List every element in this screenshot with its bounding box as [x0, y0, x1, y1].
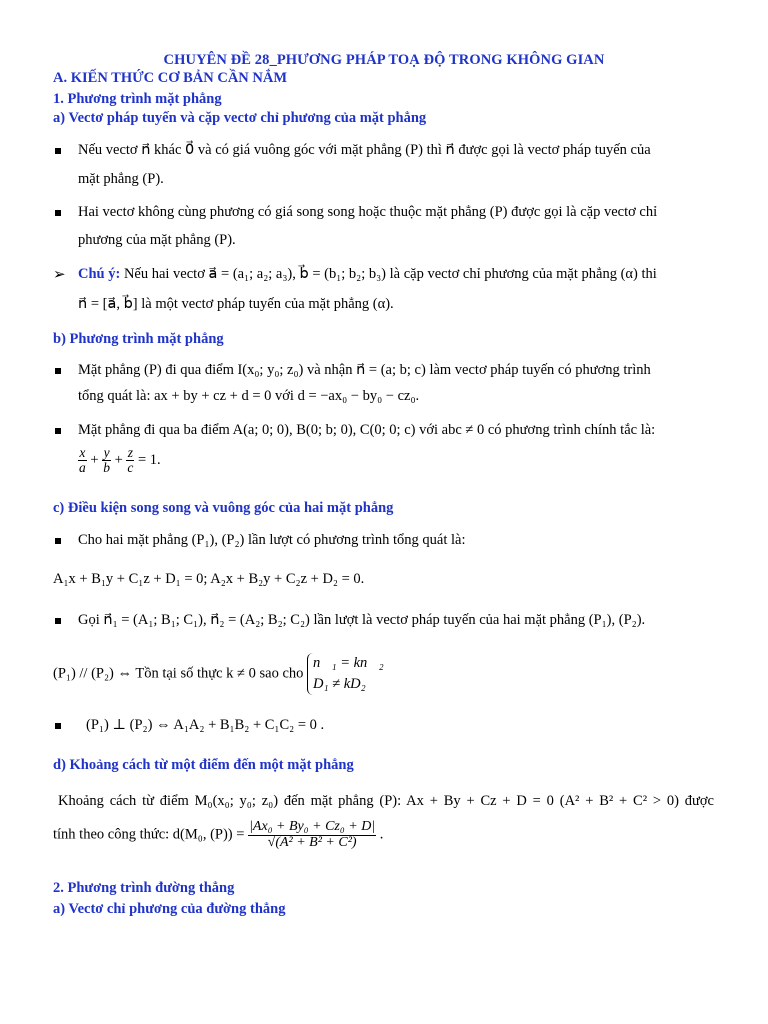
- arrow-bullet-icon: ➢: [53, 267, 66, 283]
- section-a-heading: A. KIẾN THỨC CƠ BẢN CẦN NẮM: [53, 70, 288, 86]
- bullet-marker: [55, 210, 61, 216]
- paragraph-line: Mặt phẳng đi qua ba điểm A(a; 0; 0), B(0; b; 0), C(0; 0; c) với abc ≠ 0 có phương trình chính tắc là:: [78, 422, 656, 438]
- paragraph-line: tổng quát là: ax + by + cz + d = 0 với d = −ax₀ − by₀ − cz₀.: [78, 388, 420, 404]
- paragraph-line: n⃗ = [a⃗, b⃗] là một vectơ pháp tuyến của mặt phẳng (α).: [78, 296, 394, 312]
- paragraph-line: Mặt phẳng (P) đi qua điểm I(x₀; y₀; z₀) và nhận n⃗ = (a; b; c) làm vectơ pháp tuyến có phương trình: [78, 362, 651, 378]
- subsection-2a-heading: a) Vectơ chỉ phương của đường thẳng: [53, 901, 286, 917]
- bullet-marker: [55, 723, 61, 729]
- parallel-system: n⃗₁ = kn⃗₂ D₁ ≠ kD₂: [307, 653, 384, 695]
- distance-formula: tính theo công thức: d(M₀, (P)) = $\frac{\text{|Ax₀ + By₀ + Cz₀ + D|}}{\text{√(A² + B² + C²)}}$ .: [53, 819, 384, 850]
- subsection-1b-heading: b) Phương trình mặt phẳng: [53, 331, 224, 347]
- bullet-marker: [55, 428, 61, 434]
- bullet-marker: [55, 368, 61, 374]
- perpendicular-condition: (P₁) ⊥ (P₂) ⇔ A₁A₂ + B₁B₂ + C₁C₂ = 0 .: [86, 717, 325, 733]
- paragraph-line: Hai vectơ không cùng phương có giá song song hoặc thuộc mặt phẳng (P) được gọi là cặp vectơ chỉ: [78, 204, 658, 220]
- paragraph-line: Gọi n⃗₁ = (A₁; B₁; C₁), n⃗₂ = (A₂; B₂; C₂) lần lượt là vectơ pháp tuyến của hai mặt phẳng (P₁), (P₂).: [78, 612, 646, 628]
- fraction-z-over-c: $\frac{z}{c}$: [127, 445, 134, 476]
- note-label: Chú ý:: [78, 266, 121, 282]
- distance-line: Khoảng cách từ điểm M₀(x₀; y₀; z₀) đến mặt phẳng (P): Ax + By + Cz + D = 0 (A² + B² + C² > 0) được: [58, 793, 714, 809]
- note-text: Nếu hai vectơ a⃗ = (a₁; a₂; a₃), b⃗ = (b₁; b₂; b₃) là cặp vectơ chỉ phương của mặt phẳng (α) thi: [123, 266, 657, 282]
- subsection-1a-heading: a) Vectơ pháp tuyến và cặp vectơ chỉ phương của mặt phẳng: [53, 110, 427, 126]
- paragraph-line: mặt phẳng (P).: [78, 171, 164, 187]
- subsection-1c-heading: c) Điều kiện song song và vuông góc của hai mặt phẳng: [53, 500, 394, 516]
- paragraph-line: phương của mặt phẳng (P).: [78, 232, 236, 248]
- bullet-marker: [55, 538, 61, 544]
- general-equations: A₁x + B₁y + C₁z + D₁ = 0; A₂x + B₂y + C₂z + D₂ = 0.: [53, 571, 365, 587]
- paragraph-line: Nếu vectơ n⃗ khác 0⃗ và có giá vuông góc với mặt phẳng (P) thì n⃗ được gọi là vectơ pháp tuyến của: [78, 142, 651, 158]
- subsection-1-heading: 1. Phương trình mặt phẳng: [53, 91, 222, 107]
- subsection-2-heading: 2. Phương trình đường thẳng: [53, 880, 235, 896]
- subsection-1d-heading: d) Khoảng cách từ một điểm đến một mặt phẳng: [53, 757, 354, 773]
- bullet-marker: [55, 618, 61, 624]
- bullet-marker: [55, 148, 61, 154]
- paragraph-line: Cho hai mặt phẳng (P₁), (P₂) lần lượt có phương trình tổng quát là:: [78, 532, 466, 548]
- document-title: CHUYÊN ĐỀ 28_PHƯƠNG PHÁP TOẠ ĐỘ TRONG KHÔNG GIAN: [163, 52, 605, 68]
- intercept-equation: $\frac{x}{a}$ + $\frac{y}{b}$ + $\frac{z}{c}$ = 1.: [79, 445, 161, 476]
- parallel-lhs: (P₁) // (P₂) ⇔ Tồn tại số thực k ≠ 0 sao cho: [53, 665, 304, 682]
- parallel-condition: [53, 653, 384, 695]
- fraction-x-over-a: $\frac{x}{a}$: [79, 445, 86, 476]
- note-line: [78, 266, 714, 283]
- fraction-y-over-b: $\frac{y}{b}$: [103, 445, 110, 476]
- distance-fraction: $\frac{\text{|Ax₀ + By₀ + Cz₀ + D|}}{\text{√(A² + B² + C²)}}$: [249, 819, 376, 850]
